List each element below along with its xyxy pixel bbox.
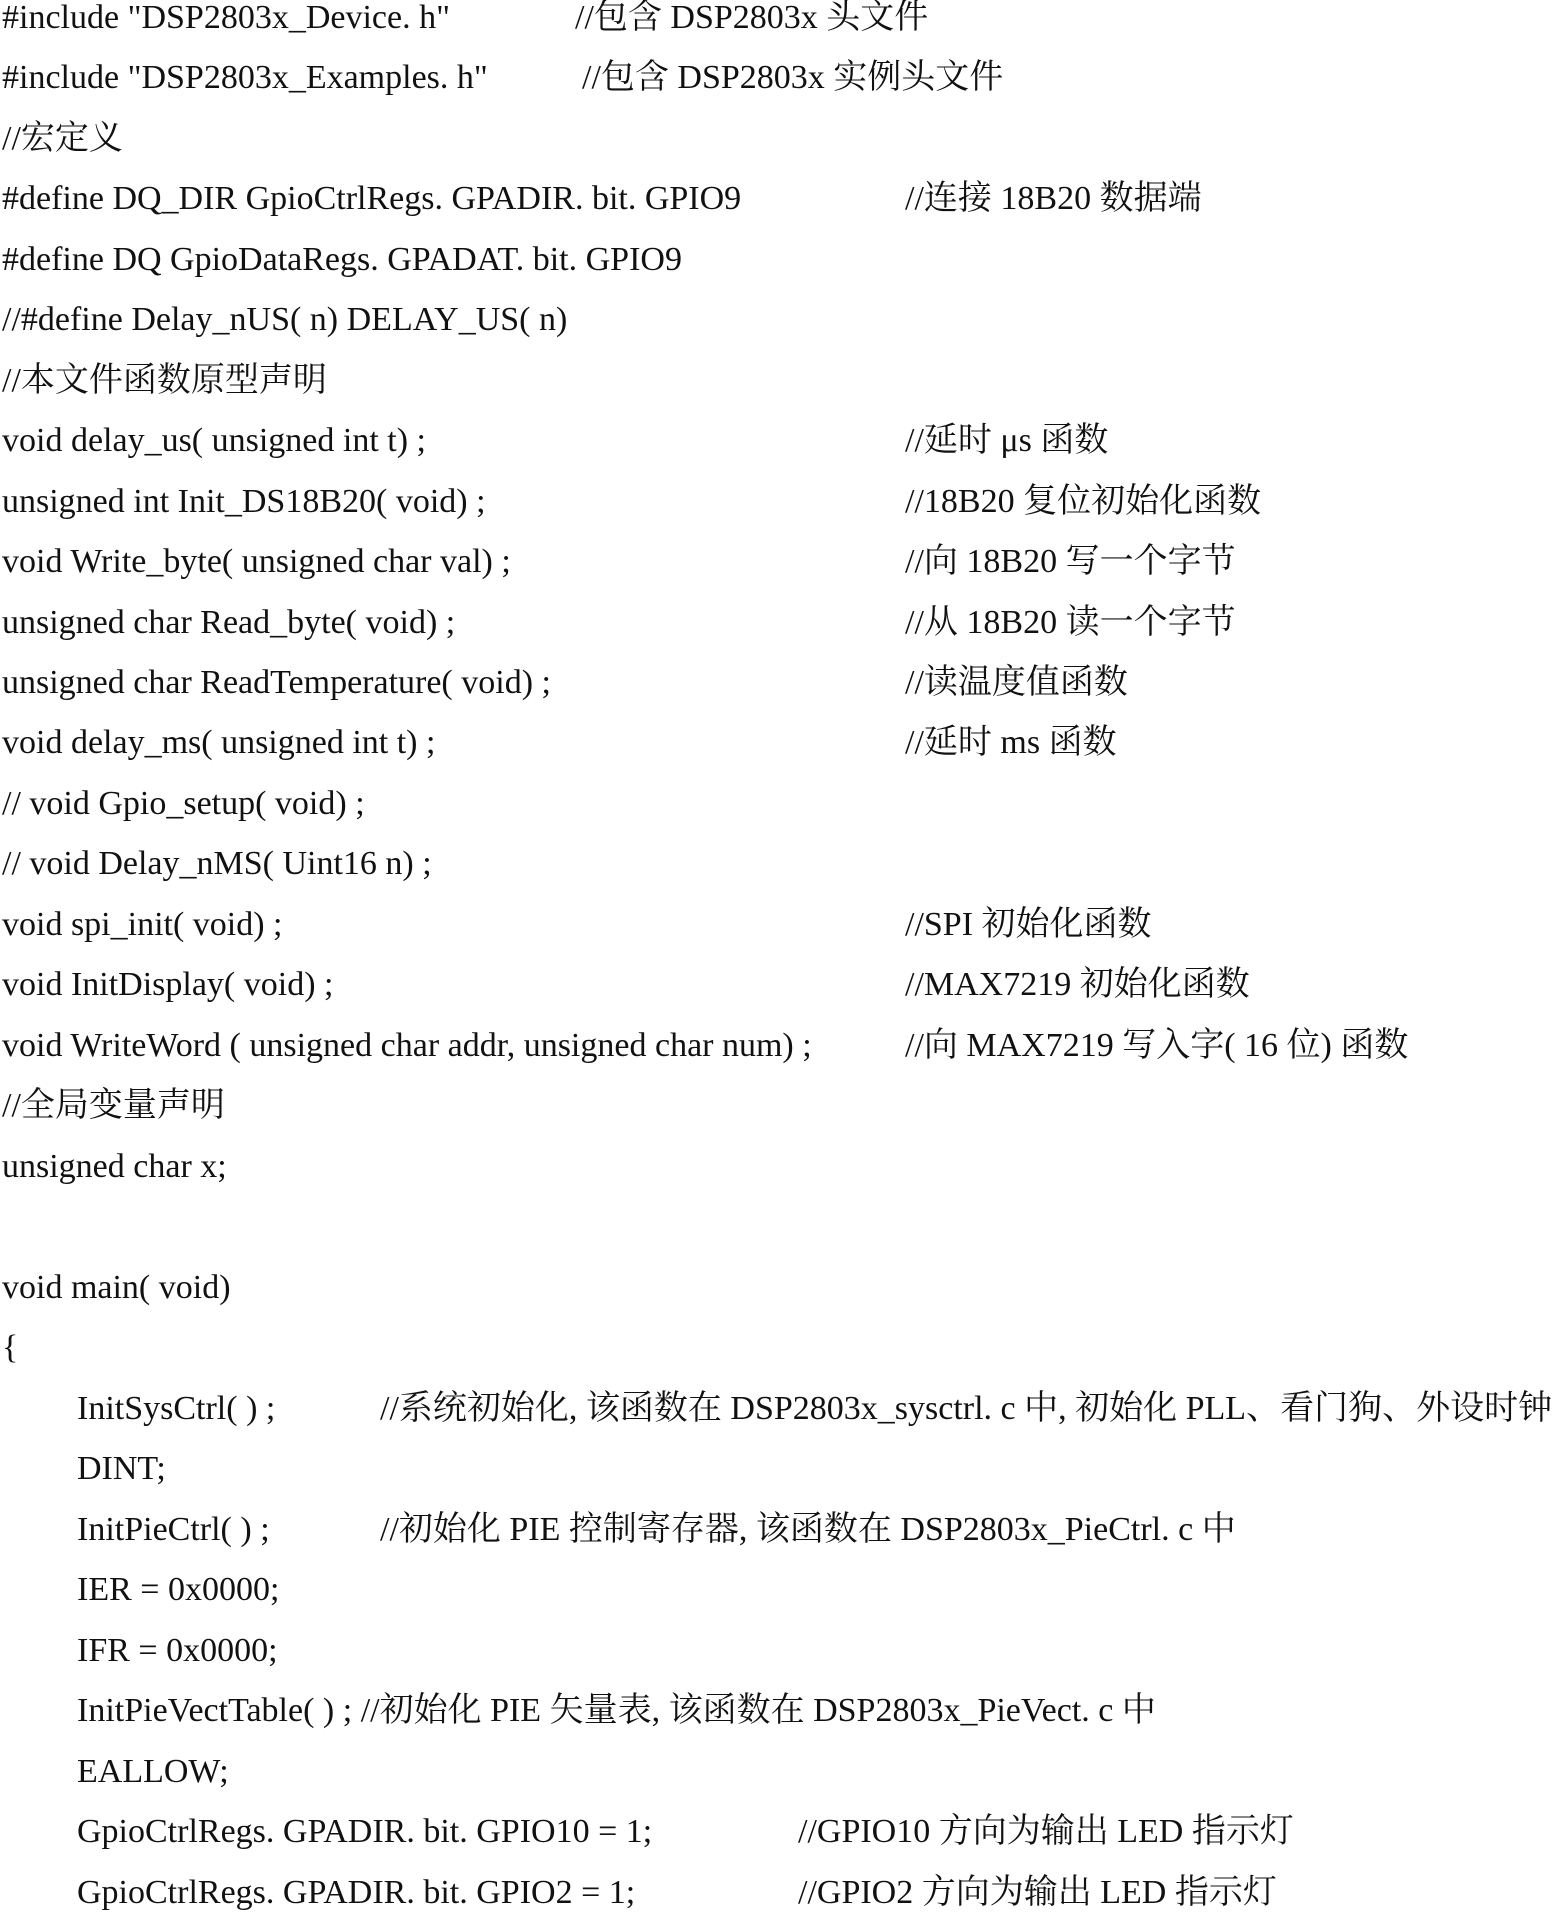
code-text: IER = 0x0000; — [77, 1571, 280, 1608]
code-comment: //连接 18B20 数据端 — [905, 180, 1202, 217]
code-comment: //延时 μs 函数 — [905, 422, 1109, 459]
code-comment: //GPIO2 方向为输出 LED 指示灯 — [798, 1874, 1277, 1911]
code-comment: //系统初始化, 该函数在 DSP2803x_sysctrl. c 中, 初始化 PLL、看门狗、外设时钟 — [380, 1390, 1553, 1427]
code-text: { — [2, 1329, 19, 1366]
code-text: InitPieVectTable( ) ; //初始化 PIE 矢量表, 该函数在 DSP2803x_PieVect. c 中 — [77, 1692, 1156, 1729]
code-text: //本文件函数原型声明 — [2, 362, 327, 399]
code-text: void delay_ms( unsigned int t) ; — [2, 724, 436, 761]
code-comment: //从 18B20 读一个字节 — [905, 604, 1236, 641]
code-comment: //GPIO10 方向为输出 LED 指示灯 — [798, 1813, 1294, 1850]
code-text: //#define Delay_nUS( n) DELAY_US( n) — [2, 301, 568, 338]
code-text: #include "DSP2803x_Examples. h" — [2, 59, 488, 96]
code-text: InitSysCtrl( ) ; — [77, 1390, 276, 1427]
code-text: void Write_byte( unsigned char val) ; — [2, 543, 511, 580]
code-text: unsigned char x; — [2, 1148, 227, 1185]
code-text: unsigned char Read_byte( void) ; — [2, 604, 456, 641]
code-text: void spi_init( void) ; — [2, 906, 283, 943]
code-comment: //延时 ms 函数 — [905, 724, 1117, 761]
code-text: void WriteWord ( unsigned char addr, unsigned char num) ; — [2, 1027, 812, 1064]
code-text: EALLOW; — [77, 1753, 229, 1790]
code-text: InitPieCtrl( ) ; — [77, 1511, 270, 1548]
code-text: unsigned char ReadTemperature( void) ; — [2, 664, 551, 701]
code-text: //全局变量声明 — [2, 1087, 225, 1124]
code-comment: //读温度值函数 — [905, 664, 1128, 701]
code-comment: //向 18B20 写一个字节 — [905, 543, 1236, 580]
code-comment: //向 MAX7219 写入字( 16 位) 函数 — [905, 1027, 1409, 1064]
code-comment: //SPI 初始化函数 — [905, 906, 1152, 943]
code-comment: //MAX7219 初始化函数 — [905, 966, 1250, 1003]
code-text: IFR = 0x0000; — [77, 1632, 278, 1669]
code-text: // void Gpio_setup( void) ; — [2, 785, 365, 822]
code-comment: //初始化 PIE 控制寄存器, 该函数在 DSP2803x_PieCtrl. c 中 — [380, 1511, 1236, 1548]
code-text: // void Delay_nMS( Uint16 n) ; — [2, 845, 432, 882]
code-text: unsigned int Init_DS18B20( void) ; — [2, 483, 486, 520]
code-text: GpioCtrlRegs. GPADIR. bit. GPIO10 = 1; — [77, 1813, 653, 1850]
code-comment: //包含 DSP2803x 实例头文件 — [582, 59, 1004, 96]
code-text: GpioCtrlRegs. GPADIR. bit. GPIO2 = 1; — [77, 1874, 636, 1911]
code-text: void InitDisplay( void) ; — [2, 966, 334, 1003]
code-text: #define DQ GpioDataRegs. GPADAT. bit. GPIO9 — [2, 241, 682, 278]
code-text: #define DQ_DIR GpioCtrlRegs. GPADIR. bit. GPIO9 — [2, 180, 742, 217]
code-text: void delay_us( unsigned int t) ; — [2, 422, 427, 459]
code-text: void main( void) — [2, 1269, 231, 1306]
code-text: DINT; — [77, 1450, 166, 1487]
code-text: #include "DSP2803x_Device. h" — [2, 0, 450, 36]
code-text: //宏定义 — [2, 120, 123, 157]
code-comment: //18B20 复位初始化函数 — [905, 483, 1262, 520]
code-comment: //包含 DSP2803x 头文件 — [575, 0, 929, 36]
